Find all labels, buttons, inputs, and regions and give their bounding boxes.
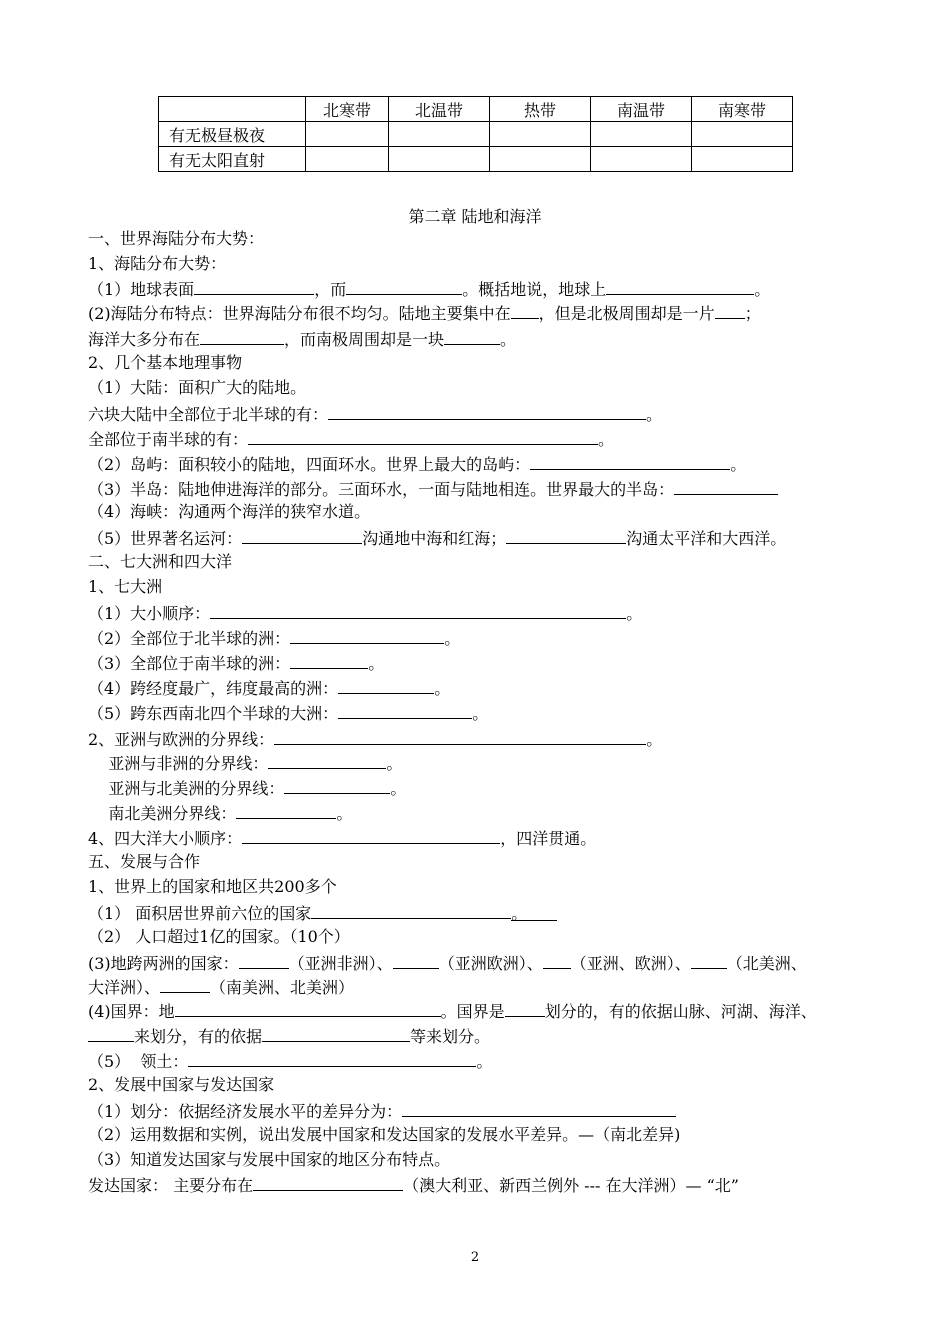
text-line: （4）海峡：沟通两个海洋的狭窄水道。 [88,502,371,521]
table-cell [306,122,389,147]
text-line: （1）地球表面 ，而 。概括地说，地球上 。 [88,280,771,299]
climate-zones-table [158,96,793,172]
fill-blank[interactable] [175,1000,441,1017]
text-line: 全部位于南半球的有： 。 [88,430,615,449]
text-line: （2） 人口超过1亿的国家。（10个） [88,927,350,946]
text-line: 亚洲与非洲的分界线： 。 [88,754,403,773]
text-line: （1） 面积居世界前六位的国家 。 [88,902,557,924]
table-row [159,147,793,172]
fill-blank[interactable] [262,1025,410,1042]
fill-blank[interactable] [328,403,646,420]
text-line: （3）全部位于南半球的洲： 。 [88,654,385,673]
fill-blank[interactable] [402,1100,676,1117]
fill-blank[interactable] [674,478,778,495]
text-line: 来划分，有的依据 等来划分。 [88,1025,490,1047]
table-cell [692,122,793,147]
fill-blank[interactable] [311,902,511,919]
subsection-heading: 1、七大洲 [88,577,163,596]
fill-blank[interactable] [239,952,289,969]
chapter-title: 第二章 陆地和海洋 [408,207,542,226]
text-line: 海洋大多分布在 ，而南极周围却是一块 。 [88,330,517,349]
table-header-cell: 北温带 [389,97,490,122]
fill-blank[interactable] [253,1174,403,1191]
fill-blank[interactable] [505,1000,545,1017]
text-line: 亚洲与北美洲的分界线： 。 [88,779,407,798]
table-cell [692,147,793,172]
table-header-cell: 南寒带 [692,97,793,122]
table-cell [306,147,389,172]
text-line: 发达国家： 主要分布在 （澳大利亚、新西兰例外 --- 在大洋洲）— “北” [88,1176,739,1195]
fill-blank[interactable] [444,328,500,345]
text-line: （2）运用数据和实例，说出发展中国家和发达国家的发展水平差异。—（南北差异) [88,1125,681,1144]
fill-blank[interactable] [274,728,646,745]
fill-blank[interactable] [715,302,745,319]
table-cell [389,147,490,172]
fill-blank[interactable] [393,952,439,969]
text-line: （1）大陆：面积广大的陆地。 [88,378,307,397]
fill-blank[interactable] [691,952,727,969]
text-line: (4)国界：地 。国界是 划分的，有的依据山脉、河湖、海洋、 [88,1002,817,1021]
fill-blank[interactable] [160,976,210,993]
fill-blank[interactable] [188,1050,476,1067]
text-line: 4、四大洋大小顺序： ，四洋贯通。 [88,829,597,848]
table-cell [490,122,591,147]
fill-blank[interactable] [606,278,754,295]
fill-blank[interactable] [543,952,571,969]
text-line: （3）半岛：陆地伸进海洋的部分。三面环水，一面与陆地相连。世界最大的半岛： [88,478,778,500]
fill-blank[interactable] [194,278,314,295]
fill-blank[interactable] [248,428,598,445]
table-cell [490,147,591,172]
text-line: （4）跨经度最广，纬度最高的洲： 。 [88,679,451,698]
text-line: （2）全部位于北半球的洲： 。 [88,629,461,648]
subsection-heading: 1、海陆分布大势： [88,254,227,273]
text-line: （3）知道发达国家与发展中国家的地区分布特点。 [88,1150,451,1169]
text-line: （5）世界著名运河： 沟通地中海和红海； 沟通太平洋和大西洋。 [88,529,787,548]
table-header-cell: 北寒带 [306,97,389,122]
fill-blank[interactable] [346,278,462,295]
text-line: 六块大陆中全部位于北半球的有： 。 [88,405,663,424]
table-header-cell: 热带 [490,97,591,122]
text-line: （5）跨东西南北四个半球的大洲： 。 [88,704,489,723]
subsection-heading: 2、几个基本地理事物 [88,353,243,372]
section-heading: 一、世界海陆分布大势： [88,229,265,248]
fill-blank[interactable] [338,677,434,694]
fill-blank[interactable] [210,602,626,619]
table-row-header: 有无太阳直射 [159,147,306,172]
fill-blank[interactable] [242,527,362,544]
table-row [159,122,793,147]
fill-blank[interactable] [506,527,626,544]
table-cell [591,147,692,172]
text-line: 2、亚洲与欧洲的分界线： 。 [88,730,663,749]
text-line: (2)海陆分布特点：世界海陆分布很不均匀。陆地主要集中在 ，但是北极周围却是一片 ； [88,304,761,323]
table-header-cell: 南温带 [591,97,692,122]
fill-blank[interactable] [268,752,386,769]
page-number: 2 [470,1250,480,1265]
fill-blank[interactable] [200,328,284,345]
subsection-heading: 2、发展中国家与发达国家 [88,1075,275,1094]
text-line: （1）划分：依据经济发展水平的差异分为： [88,1100,676,1122]
fill-blank[interactable] [88,1025,134,1042]
fill-blank[interactable] [242,827,500,844]
fill-blank[interactable] [290,627,444,644]
table-cell [389,122,490,147]
fill-blank[interactable] [290,652,368,669]
text-line: 大洋洲）、 （南美洲、北美洲） [88,978,355,997]
fill-blank[interactable] [338,702,472,719]
section-heading: 五、发展与合作 [88,852,201,871]
table-header-row [159,97,793,122]
text-line: （2）岛屿：面积较小的陆地，四面环水。世界上最大的岛屿： 。 [88,455,747,474]
fill-blank[interactable] [236,802,336,819]
subsection-heading: 1、世界上的国家和地区共200多个 [88,877,337,896]
text-line: （1）大小顺序： 。 [88,604,643,623]
table-cell [591,122,692,147]
table-corner-cell [159,97,306,122]
text-line: （5） 领土： 。 [88,1052,493,1071]
fill-blank[interactable] [530,453,730,470]
table-row-header: 有无极昼极夜 [159,122,306,147]
text-line: (3)地跨两洲的国家： （亚洲非洲）、 （亚洲欧洲）、 （亚洲、欧洲）、 （北美洲、 [88,954,807,973]
fill-blank[interactable] [284,777,390,794]
section-heading: 二、七大洲和四大洋 [88,552,233,571]
fill-blank[interactable] [511,302,539,319]
text-line: 南北美洲分界线： 。 [88,804,353,823]
